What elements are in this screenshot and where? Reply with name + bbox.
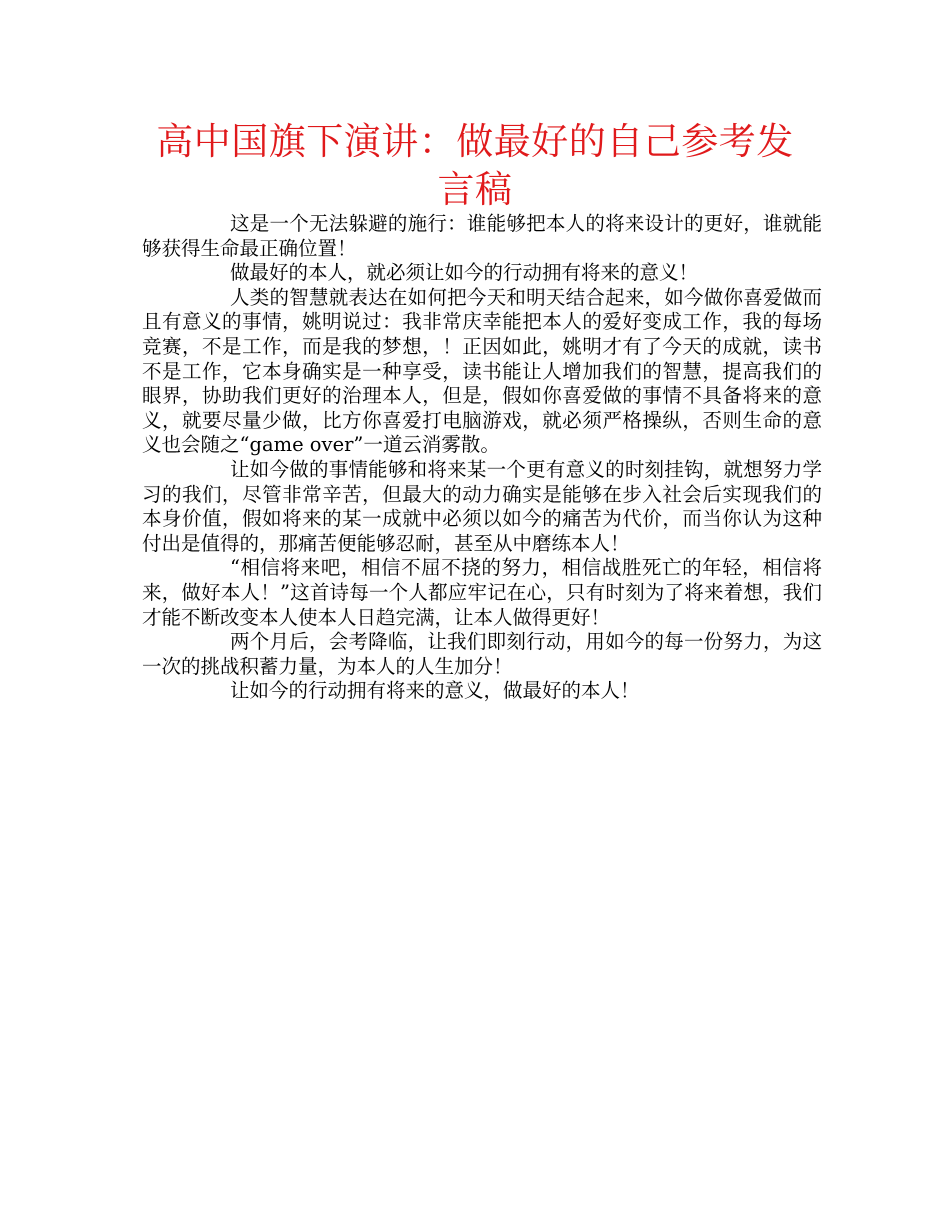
paragraph: 做最好的本人，就必须让如今的行动拥有将来的意义！ [230, 261, 699, 285]
paragraph: 让如今的行动拥有将来的意义，做最好的本人！ [230, 679, 640, 703]
paragraph: “相信将来吧，相信不屈不挠的努力，相信战胜死亡的年轻，相信将来，做好本人！”这首诗每一个人都应牢记在心，只有时刻为了将来着想，我们才能不断改变本人使本人日趋完满，让本人做得更好！ [142, 556, 822, 629]
document-body [142, 212, 822, 704]
paragraph: 两个月后，会考降临，让我们即刻行动，用如今的每一份努力，为这一次的挑战积蓄力量，为本人的人生加分！ [142, 630, 822, 678]
paragraph: 让如今做的事情能够和将来某一个更有意义的时刻挂钩，就想努力学习的我们，尽管非常辛苦，但最大的动力确实是能够在步入社会后实现我们的本身价值，假如将来的某一成就中必须以如今的痛苦为代价，而当你认为这种付出是值得的，那痛苦便能够忍耐，甚至从中磨练本人！ [142, 457, 822, 555]
document-title: 高中国旗下演讲：做最好的自己参考发言稿 [156, 120, 794, 211]
paragraph: 人类的智慧就表达在如何把今天和明天结合起来，如今做你喜爱做而且有意义的事情，姚明说过：我非常庆幸能把本人的爱好变成工作，我的每场竞赛，不是工作，而是我的梦想，！正因如此，姚明才有了今天的成就，读书不是工作，它本身确实是一种享受，读书能让人增加我们的智慧，提高我们的眼界，协助我们更好的治理本人，但是，假如你喜爱做的事情不具备将来的意义，就要尽量少做，比方你喜爱打电脑游戏，就必须严格操纵，否则生命的意义也会随之“game over”一道云消雾散。 [142, 285, 822, 457]
paragraph: 这是一个无法躲避的施行：谁能够把本人的将来设计的更好，谁就能够获得生命最正确位置！ [142, 212, 822, 260]
